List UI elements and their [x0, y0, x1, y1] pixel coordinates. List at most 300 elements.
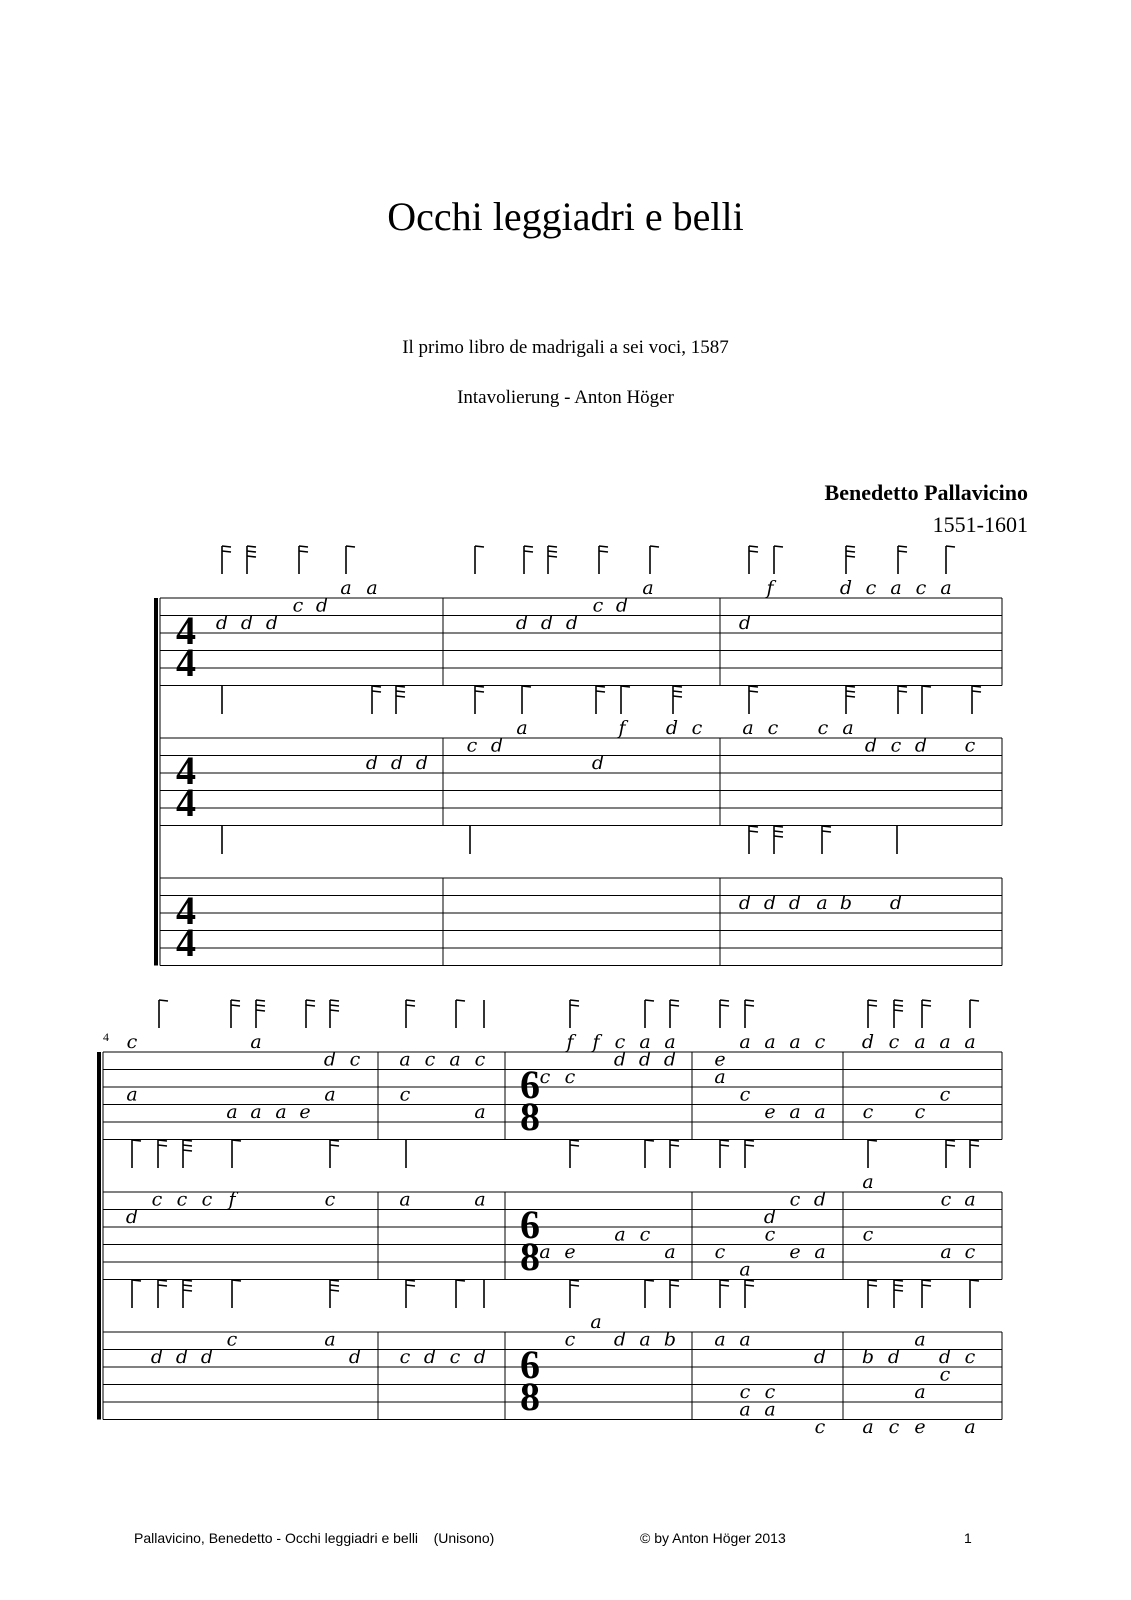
rhythm-flag — [745, 1285, 754, 1286]
time-signature-top: 4 — [176, 888, 196, 933]
rhythm-flag — [673, 691, 682, 692]
rhythm-flag — [183, 1290, 192, 1291]
rhythm-flag — [868, 1000, 877, 1001]
tab-letter: f — [228, 1188, 236, 1211]
tab-letter: a — [764, 1398, 776, 1421]
rhythm-flag — [346, 546, 355, 547]
rhythm-flag — [158, 1285, 167, 1286]
tab-letter: d — [490, 734, 504, 757]
rhythm-flag — [745, 1005, 754, 1006]
rhythm-flag — [596, 686, 605, 687]
rhythm-flag — [406, 1005, 415, 1006]
tab-letter: a — [914, 1031, 926, 1053]
rhythm-flag — [894, 1280, 903, 1281]
tab-letter: a — [449, 1048, 461, 1071]
rhythm-flag — [922, 1280, 931, 1281]
rhythm-flag — [846, 551, 855, 552]
tab-letter: a — [639, 1328, 651, 1351]
rhythm-flag — [256, 1000, 265, 1001]
tab-letter: a — [964, 1416, 976, 1438]
tab-letter: c — [564, 1328, 576, 1351]
rhythm-flag — [946, 1140, 955, 1141]
rhythm-flag — [670, 1285, 679, 1286]
rhythm-flag — [745, 1000, 754, 1001]
tab-letter: a — [614, 1223, 626, 1246]
page-title: Occhi leggiadri e belli — [387, 194, 744, 239]
rhythm-flag — [645, 1000, 654, 1001]
tab-letter: d — [738, 892, 752, 914]
rhythm-flag — [846, 546, 855, 547]
tab-letter: a — [324, 1083, 336, 1106]
tab-letter: a — [764, 1031, 776, 1053]
rhythm-flag — [946, 1145, 955, 1146]
rhythm-flag — [749, 551, 758, 552]
tab-letter: e — [564, 1241, 576, 1263]
tab-letter: d — [938, 1346, 952, 1368]
rhythm-flag — [898, 551, 907, 552]
rhythm-flag — [898, 691, 907, 692]
rhythm-flag — [247, 551, 256, 552]
rhythm-flag — [720, 1000, 729, 1001]
footer-page-number: 1 — [964, 1530, 972, 1546]
rhythm-flag — [231, 1005, 240, 1006]
tab-letter: a — [789, 1031, 801, 1053]
rhythm-flag — [749, 831, 758, 832]
time-signature-top: 4 — [176, 608, 196, 653]
tab-letter: e — [299, 1101, 311, 1123]
tab-letter: a — [739, 1258, 751, 1281]
tab-letter: a — [399, 1188, 411, 1211]
rhythm-flag — [599, 546, 608, 547]
tab-letter: c — [324, 1188, 336, 1211]
rhythm-flag — [894, 1005, 903, 1006]
tab-letter: d — [813, 1188, 827, 1211]
rhythm-flag — [132, 1140, 141, 1141]
tab-letter: a — [814, 1101, 826, 1123]
tab-letter: c — [639, 1223, 651, 1246]
rhythm-flag — [456, 1280, 465, 1281]
tab-letter: a — [250, 1101, 262, 1123]
tab-letter: a — [914, 1381, 926, 1403]
tab-letter: c — [474, 1048, 486, 1071]
rhythm-flag — [645, 1140, 654, 1141]
rhythm-flag — [306, 1000, 315, 1001]
tab-letter: d — [839, 577, 853, 599]
tab-letter: d — [864, 734, 878, 757]
tab-letter: a — [964, 1188, 976, 1211]
rhythm-flag — [330, 1005, 339, 1006]
rhythm-flag — [970, 1145, 979, 1146]
rhythm-flag — [970, 1140, 979, 1141]
rhythm-flag — [256, 1010, 265, 1011]
tab-letter: d — [175, 1346, 189, 1368]
footer-copyright: © by Anton Höger 2013 — [640, 1530, 786, 1546]
rhythm-flag — [898, 546, 907, 547]
rhythm-flag — [972, 686, 981, 687]
tab-letter: a — [890, 577, 902, 599]
tab-letter: d — [423, 1346, 437, 1368]
rhythm-flag — [749, 826, 758, 827]
measure-number: 4 — [103, 1030, 109, 1044]
rhythm-flag — [475, 546, 484, 547]
tab-letter: a — [742, 717, 754, 739]
tab-letter: a — [739, 1398, 751, 1421]
rhythm-flag — [158, 1280, 167, 1281]
tab-letter: d — [738, 612, 752, 634]
tab-letter: c — [865, 577, 877, 599]
tab-letter: e — [789, 1241, 801, 1263]
rhythm-flag — [894, 1290, 903, 1291]
rhythm-flag — [232, 1280, 241, 1281]
rhythm-flag — [822, 826, 831, 827]
tab-letter: c — [592, 594, 604, 617]
tab-letter: d — [613, 1048, 627, 1071]
tab-letter: c — [964, 1346, 976, 1368]
tab-letter: a — [664, 1241, 676, 1263]
rhythm-flag — [330, 1010, 339, 1011]
tab-letter: a — [964, 1031, 976, 1053]
tab-letter: d — [315, 594, 329, 617]
time-signature-bottom: 8 — [520, 1374, 540, 1419]
rhythm-flag — [774, 836, 783, 837]
rhythm-flag — [846, 696, 855, 697]
rhythm-flag — [922, 686, 931, 687]
composer-dates: 1551-1601 — [932, 512, 1028, 537]
tab-letter: d — [390, 752, 404, 774]
rhythm-flag — [132, 1280, 141, 1281]
tab-letter: c — [964, 1241, 976, 1263]
rhythm-flag — [673, 686, 682, 687]
composer-name: Benedetto Pallavicino — [824, 480, 1028, 505]
tab-letter: e — [764, 1101, 776, 1123]
tab-letter: d — [515, 612, 529, 634]
rhythm-flag — [247, 556, 256, 557]
rhythm-flag — [456, 1000, 465, 1001]
tab-letter: c — [814, 1031, 826, 1053]
rhythm-flag — [475, 686, 484, 687]
tab-letter: a — [474, 1188, 486, 1211]
rhythm-flag — [670, 1140, 679, 1141]
rhythm-flag — [922, 1285, 931, 1286]
time-signature-top: 6 — [520, 1062, 540, 1107]
tab-letter: c — [764, 1381, 776, 1403]
tab-letter: a — [914, 1328, 926, 1351]
tab-letter: d — [215, 612, 229, 634]
rhythm-flag — [396, 686, 405, 687]
tab-letter: a — [642, 577, 654, 599]
tab-letter: c — [767, 717, 779, 739]
tab-letter: a — [399, 1048, 411, 1071]
tab-letter: c — [888, 1416, 900, 1438]
tab-letter: d — [200, 1346, 214, 1368]
rhythm-flag — [524, 551, 533, 552]
tab-letter: d — [914, 734, 928, 757]
rhythm-flag — [330, 1290, 339, 1291]
tab-letter: a — [789, 1101, 801, 1123]
tab-letter: c — [399, 1346, 411, 1368]
rhythm-flag — [372, 691, 381, 692]
tab-letter: c — [764, 1223, 776, 1246]
tab-letter: a — [590, 1311, 602, 1333]
rhythm-flag — [745, 1140, 754, 1141]
tab-letter: a — [714, 1066, 726, 1088]
rhythm-flag — [745, 1145, 754, 1146]
rhythm-flags — [132, 546, 981, 1308]
rhythm-flag — [475, 691, 484, 692]
rhythm-flag — [720, 1145, 729, 1146]
arranger-credit: Intavolierung - Anton Höger — [457, 387, 674, 408]
rhythm-flag — [330, 1285, 339, 1286]
rhythm-flag — [548, 546, 557, 547]
rhythm-flag — [970, 1000, 979, 1001]
tab-letter: c — [539, 1066, 551, 1088]
tab-letter: a — [664, 1031, 676, 1053]
tab-letter: a — [340, 577, 352, 599]
rhythm-flag — [330, 1280, 339, 1281]
tab-letter: a — [739, 1328, 751, 1351]
tab-letter: d — [348, 1346, 362, 1368]
tab-letter: a — [814, 1241, 826, 1263]
tab-letter: a — [739, 1031, 751, 1053]
tab-letter: c — [424, 1048, 436, 1071]
rhythm-flag — [524, 546, 533, 547]
rhythm-flag — [822, 831, 831, 832]
tab-letter: e — [914, 1416, 926, 1438]
tab-letter: c — [914, 1101, 926, 1123]
time-signature-top: 6 — [520, 1202, 540, 1247]
tab-letter: c — [691, 717, 703, 739]
tab-letter: a — [250, 1031, 262, 1053]
tab-letter: e — [714, 1048, 726, 1071]
tab-letter: a — [275, 1101, 287, 1123]
rhythm-flag — [570, 1000, 579, 1001]
tab-letter: d — [788, 892, 802, 914]
rhythm-flag — [970, 1280, 979, 1281]
rhythm-flag — [645, 1280, 654, 1281]
rhythm-flag — [868, 1285, 877, 1286]
tab-letter: c — [399, 1083, 411, 1106]
rhythm-flag — [774, 546, 783, 547]
tab-letter: d — [889, 892, 903, 914]
rhythm-flag — [570, 1285, 579, 1286]
tab-letter: d — [887, 1346, 901, 1368]
tab-letter: a — [126, 1083, 138, 1106]
rhythm-flag — [749, 546, 758, 547]
tab-letter: c — [292, 594, 304, 617]
rhythm-flag — [299, 551, 308, 552]
rhythm-flag — [570, 1140, 579, 1141]
tab-letter: d — [665, 717, 679, 739]
tab-letter: d — [813, 1346, 827, 1368]
time-signature-bottom: 4 — [176, 640, 196, 685]
rhythm-flag — [673, 696, 682, 697]
rhythm-flag — [183, 1140, 192, 1141]
tab-letter: c — [151, 1188, 163, 1211]
footer-title: Pallavicino, Benedetto - Occhi leggiadri e belli (Unisono) — [134, 1530, 495, 1546]
tab-letter: f — [766, 577, 774, 599]
rhythm-flag — [749, 686, 758, 687]
tab-letter: d — [265, 612, 279, 634]
tab-letter: d — [540, 612, 554, 634]
tablature-letters — [126, 577, 976, 1438]
rhythm-flag — [922, 1005, 931, 1006]
rhythm-flag — [396, 691, 405, 692]
tab-letter: a — [862, 1171, 874, 1193]
rhythm-flag — [670, 1280, 679, 1281]
tab-letter: c — [449, 1346, 461, 1368]
tab-letter: a — [226, 1101, 238, 1123]
rhythm-flag — [406, 1000, 415, 1001]
tab-letter: c — [739, 1083, 751, 1106]
rhythm-flag — [650, 546, 659, 547]
rhythm-flag — [894, 1285, 903, 1286]
tablature-staves — [99, 598, 1002, 1420]
tab-letter: b — [861, 1346, 875, 1368]
tab-letter: d — [565, 612, 579, 634]
tab-letter: c — [564, 1066, 576, 1088]
rhythm-flag — [670, 1145, 679, 1146]
tab-letter: c — [964, 734, 976, 757]
tab-letter: a — [940, 577, 952, 599]
rhythm-flag — [720, 1005, 729, 1006]
tab-letter: a — [539, 1241, 551, 1263]
tab-letter: a — [366, 577, 378, 599]
rhythm-flag — [299, 546, 308, 547]
tab-letter: b — [663, 1328, 677, 1351]
rhythm-flag — [972, 691, 981, 692]
rhythm-flag — [222, 551, 231, 552]
rhythm-flag — [330, 1140, 339, 1141]
tab-letter: d — [763, 892, 777, 914]
tab-letter: c — [939, 1363, 951, 1386]
rhythm-flag — [183, 1150, 192, 1151]
rhythm-flag — [599, 551, 608, 552]
rhythm-flag — [720, 1140, 729, 1141]
rhythm-flag — [570, 1145, 579, 1146]
rhythm-flag — [846, 691, 855, 692]
tab-letter: d — [240, 612, 254, 634]
tab-letter: d — [365, 752, 379, 774]
rhythm-flag — [846, 686, 855, 687]
tab-letter: d — [473, 1346, 487, 1368]
tab-letter: c — [349, 1048, 361, 1071]
rhythm-flag — [596, 691, 605, 692]
rhythm-flag — [247, 546, 256, 547]
tab-letter: a — [324, 1328, 336, 1351]
tab-letter: d — [415, 752, 429, 774]
tab-letter: a — [816, 892, 828, 914]
tab-letter: c — [176, 1188, 188, 1211]
rhythm-flag — [159, 1000, 168, 1001]
tab-letter: a — [940, 1241, 952, 1263]
rhythm-flag — [946, 546, 955, 547]
rhythm-flag — [621, 686, 630, 687]
tab-letter: c — [614, 1031, 626, 1053]
rhythm-flag — [522, 686, 531, 687]
tab-letter: f — [566, 1031, 574, 1053]
rhythm-flag — [183, 1285, 192, 1286]
tab-letter: f — [618, 717, 626, 739]
tab-letter: c — [890, 734, 902, 757]
rhythm-flag — [330, 1145, 339, 1146]
tab-letter: c — [939, 1083, 951, 1106]
tab-letter: c — [862, 1101, 874, 1123]
tab-letter: c — [862, 1223, 874, 1246]
rhythm-flag — [396, 696, 405, 697]
rhythm-flag — [158, 1145, 167, 1146]
rhythm-flag — [670, 1000, 679, 1001]
rhythm-flag — [183, 1280, 192, 1281]
rhythm-flag — [232, 1140, 241, 1141]
rhythm-flag — [372, 686, 381, 687]
tab-letter: c — [814, 1416, 826, 1438]
rhythm-flag — [868, 1140, 877, 1141]
time-signature-top: 6 — [520, 1342, 540, 1387]
rhythm-flag — [894, 1010, 903, 1011]
rhythm-flag — [774, 826, 783, 827]
subtitle: Il primo libro de madrigali a sei voci, 1587 — [402, 337, 729, 358]
tab-letter: c — [201, 1188, 213, 1211]
rhythm-flag — [548, 551, 557, 552]
time-signature-bottom: 4 — [176, 920, 196, 965]
rhythm-flag — [868, 1280, 877, 1281]
tab-letter: c — [915, 577, 927, 599]
tab-letter: a — [639, 1031, 651, 1053]
tab-letter: c — [888, 1031, 900, 1053]
tab-letter: c — [739, 1381, 751, 1403]
rhythm-flag — [406, 1285, 415, 1286]
rhythm-flag — [670, 1005, 679, 1006]
tab-letter: a — [474, 1101, 486, 1123]
rhythm-flag — [570, 1005, 579, 1006]
rhythm-flag — [330, 1000, 339, 1001]
tab-letter: c — [466, 734, 478, 757]
rhythm-flag — [231, 1000, 240, 1001]
tab-letter: d — [323, 1048, 337, 1071]
tab-letter: b — [839, 892, 853, 914]
tab-letter: c — [940, 1188, 952, 1211]
rhythm-flag — [720, 1285, 729, 1286]
rhythm-flag — [406, 1280, 415, 1281]
rhythm-flag — [306, 1005, 315, 1006]
tab-letter: c — [226, 1328, 238, 1351]
tab-letter: d — [125, 1206, 139, 1228]
rhythm-flag — [548, 556, 557, 557]
tab-letter: a — [939, 1031, 951, 1053]
rhythm-flag — [222, 546, 231, 547]
rhythm-flag — [256, 1005, 265, 1006]
tab-letter: f — [592, 1031, 600, 1053]
rhythm-flag — [898, 686, 907, 687]
tab-letter: d — [591, 752, 605, 774]
tab-letter: c — [714, 1241, 726, 1263]
rhythm-flag — [749, 691, 758, 692]
tab-letter: d — [613, 1328, 627, 1351]
tab-letter: d — [663, 1048, 677, 1071]
rhythm-flag — [894, 1000, 903, 1001]
tab-letter: c — [126, 1031, 138, 1053]
rhythm-flag — [183, 1145, 192, 1146]
tab-letter: d — [615, 594, 629, 617]
tab-letter: a — [842, 717, 854, 739]
tab-letter: d — [638, 1048, 652, 1071]
tab-letter: a — [516, 717, 528, 739]
rhythm-flag — [868, 1005, 877, 1006]
tab-letter: a — [862, 1416, 874, 1438]
tab-letter: d — [763, 1206, 777, 1228]
time-signature-top: 4 — [176, 748, 196, 793]
tab-letter: d — [150, 1346, 164, 1368]
